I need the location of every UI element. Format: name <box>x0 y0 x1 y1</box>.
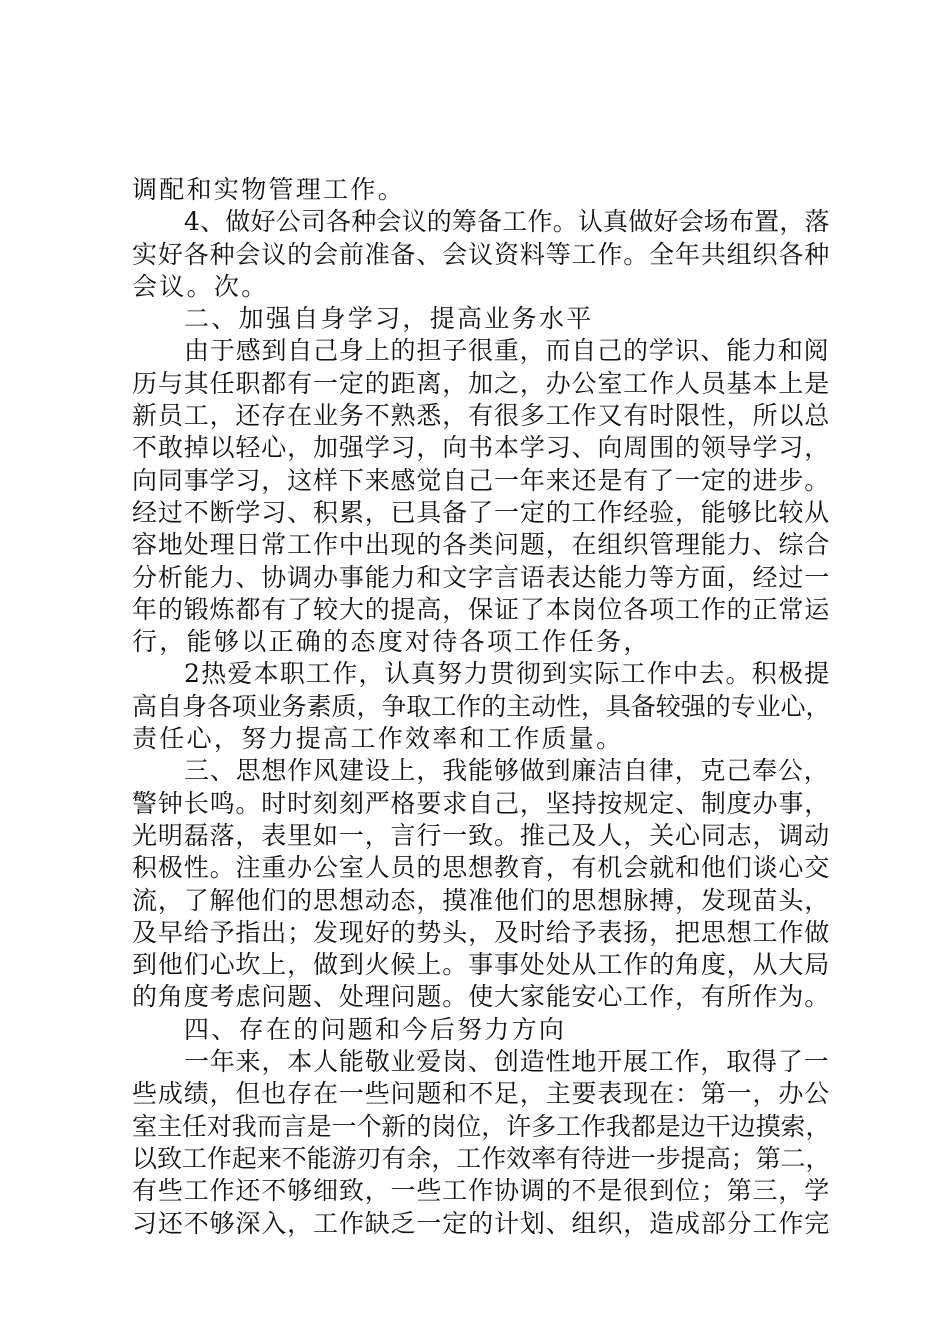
text-line: 以致工作起来不能游刃有余，工作效率有待进一步提高；第二， <box>132 1143 831 1173</box>
text-line: 2热爱本职工作，认真努力贯彻到实际工作中去。积极提 <box>184 659 831 689</box>
text-line: 些成绩，但也存在一些问题和不足，主要表现在：第一，办公 <box>132 1079 831 1109</box>
text-line: 三、思想作风建设上，我能够做到廉洁自律，克己奉公， <box>184 756 830 786</box>
text-line: 警钟长鸣。时时刻刻严格要求自己，坚持按规定、制度办事， <box>132 788 831 818</box>
text-line: 习还不够深入，工作缺乏一定的计划、组织，造成部分工作完 <box>132 1208 831 1238</box>
text-line: 调配和实物管理工作。 <box>132 175 406 204</box>
text-line: 年的锻炼都有了较大的提高，保证了本岗位各项工作的正常运 <box>132 594 831 624</box>
text-line: 流，了解他们的思想动态，摸准他们的思想脉搏，发现苗头， <box>132 885 831 915</box>
text-line: 实好各种会议的会前准备、会议资料等工作。全年共组织各种 <box>132 239 831 269</box>
text-line: 室主任对我而言是一个新的岗位，许多工作我都是边干边摸索， <box>132 1111 831 1141</box>
text-line: 责任心，努力提高工作效率和工作质量。 <box>132 724 624 754</box>
text-line: 有些工作还不够细致，一些工作协调的不是很到位；第三，学 <box>132 1176 831 1206</box>
text-line: 分析能力、协调办事能力和文字言语表达能力等方面，经过一 <box>132 562 831 592</box>
text-line: 历与其任职都有一定的距离，加之，办公室工作人员基本上是 <box>132 368 831 398</box>
text-line: 4、做好公司各种会议的筹备工作。认真做好会场布置，落 <box>184 207 830 237</box>
text-line: 及早给予指出；发现好的势头，及时给予表扬，把思想工作做 <box>132 917 831 947</box>
text-line: 容地处理日常工作中出现的各类问题，在组织管理能力、综合 <box>132 530 831 560</box>
text-line: 到他们心坎上，做到火候上。事事处处从工作的角度，从大局 <box>132 950 831 980</box>
text-line: 不敢掉以轻心，加强学习，向书本学习、向周围的领导学习， <box>132 433 831 463</box>
text-line: 四、存在的问题和今后努力方向 <box>184 1014 567 1044</box>
text-line: 行，能够以正确的态度对待各项工作任务， <box>132 627 651 657</box>
text-line: 积极性。注重办公室人员的思想教育，有机会就和他们谈心交 <box>132 853 831 883</box>
text-line: 的角度考虑问题、处理问题。使大家能安心工作，有所作为。 <box>132 982 831 1012</box>
text-line: 向同事学习，这样下来感觉自己一年来还是有了一定的进步。 <box>132 465 831 495</box>
text-line: 新员工，还存在业务不熟悉，有很多工作又有时限性，所以总 <box>132 401 831 431</box>
text-line: 会议。次。 <box>132 271 269 301</box>
text-line: 经过不断学习、积累，已具备了一定的工作经验，能够比较从 <box>132 497 831 527</box>
text-line: 高自身各项业务素质，争取工作的主动性，具备较强的专业心， <box>132 691 831 721</box>
text-line: 一年来，本人能敬业爱岗、创造性地开展工作，取得了一 <box>184 1047 830 1077</box>
document-body <box>132 174 832 1240</box>
text-line: 光明磊落，表里如一，言行一致。推己及人，关心同志，调动 <box>132 820 831 850</box>
text-line: 二、加强自身学习，提高业务水平 <box>184 304 594 334</box>
text-line: 由于感到自己身上的担子很重，而自己的学识、能力和阅 <box>184 336 830 366</box>
